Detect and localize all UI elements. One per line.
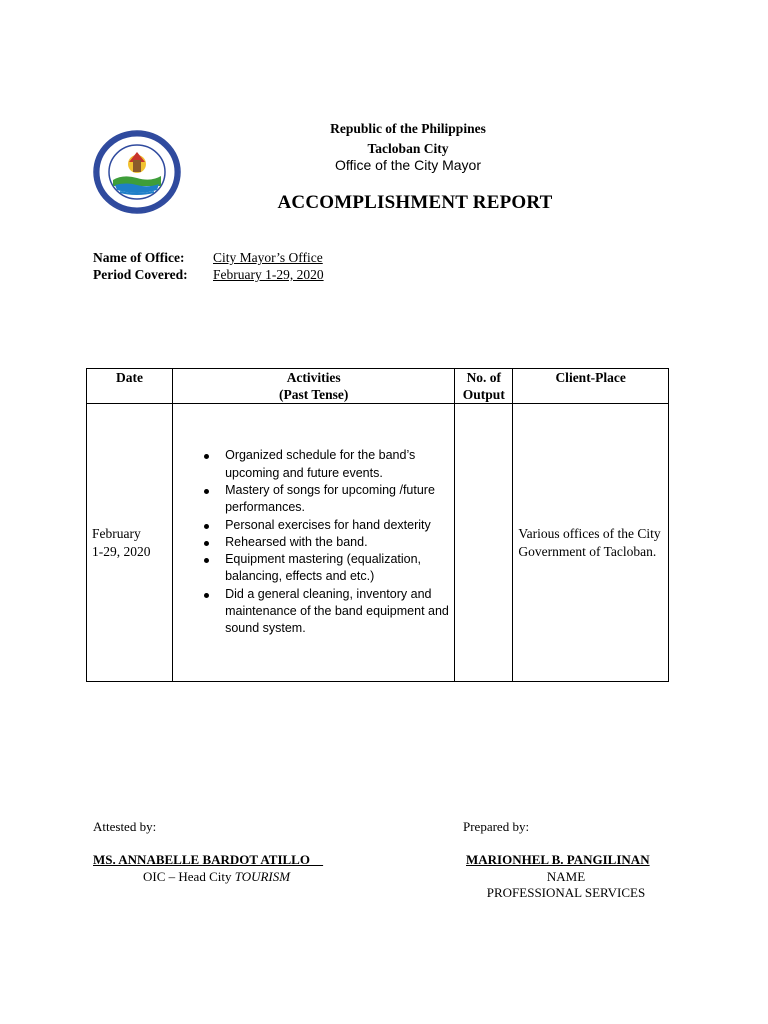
svg-text:1953: 1953 xyxy=(129,201,145,209)
attested-title-dept: TOURISM xyxy=(234,869,291,884)
header-output xyxy=(455,369,513,404)
attested-label: Attested by: xyxy=(93,819,157,834)
republic-line: Republic of the Philippines xyxy=(330,121,486,136)
table-header-row xyxy=(87,369,669,404)
prepared-name: MARIONHEL B. PANGILINAN xyxy=(466,852,650,867)
list-item: Rehearsed with the band. xyxy=(225,534,449,551)
attested-title xyxy=(143,869,290,885)
svg-text:CITY OF TACLOBAN: CITY OF TACLOBAN xyxy=(101,136,173,166)
header-activities xyxy=(173,369,455,404)
report-title: ACCOMPLISHMENT REPORT xyxy=(277,192,553,213)
cell-client-place: Various offices of the City Government of Tacloban. xyxy=(513,404,669,682)
activities-list xyxy=(178,447,449,637)
cell-output xyxy=(455,404,513,682)
header-date: Date xyxy=(87,369,173,404)
table-row xyxy=(87,404,669,682)
list-item: Organized schedule for the band’s upcoming and future events. xyxy=(225,447,449,482)
header-activities-line1: Activities xyxy=(286,370,341,385)
list-item: Mastery of songs for upcoming /future performances. xyxy=(225,482,449,517)
prepared-title: NAME xyxy=(546,869,586,884)
date-line1: February xyxy=(92,526,141,541)
period-label: Period Covered: xyxy=(93,267,188,282)
list-item: Equipment mastering (equalization, balancing, effects and etc.) xyxy=(225,551,449,586)
city-line: Tacloban City xyxy=(367,141,449,156)
header-client-place: Client-Place xyxy=(513,369,669,404)
list-item: Did a general cleaning, inventory and maintenance of the band equipment and sound system. xyxy=(225,586,449,638)
prepared-label: Prepared by: xyxy=(463,819,530,834)
header-output-line1: No. of xyxy=(466,370,502,385)
office-label: Name of Office: xyxy=(93,250,185,265)
accomplishment-table xyxy=(86,368,669,682)
prepared-dept: PROFESSIONAL SERVICES xyxy=(486,885,646,900)
header-activities-line2: (Past Tense) xyxy=(278,387,349,402)
list-item: Personal exercises for hand dexterity xyxy=(225,517,449,534)
cell-date xyxy=(87,404,173,682)
period-value: February 1-29, 2020 xyxy=(213,267,324,282)
header-output-line2: Output xyxy=(462,387,505,402)
office-line: Office of the City Mayor xyxy=(334,157,481,173)
attested-name: MS. ANNABELLE BARDOT ATILLO__ xyxy=(93,852,323,867)
office-value: City Mayor’s Office xyxy=(213,250,323,265)
attested-title-prefix: OIC – Head City xyxy=(143,869,235,884)
date-line2: 1-29, 2020 xyxy=(92,543,151,559)
cell-activities xyxy=(173,404,455,682)
